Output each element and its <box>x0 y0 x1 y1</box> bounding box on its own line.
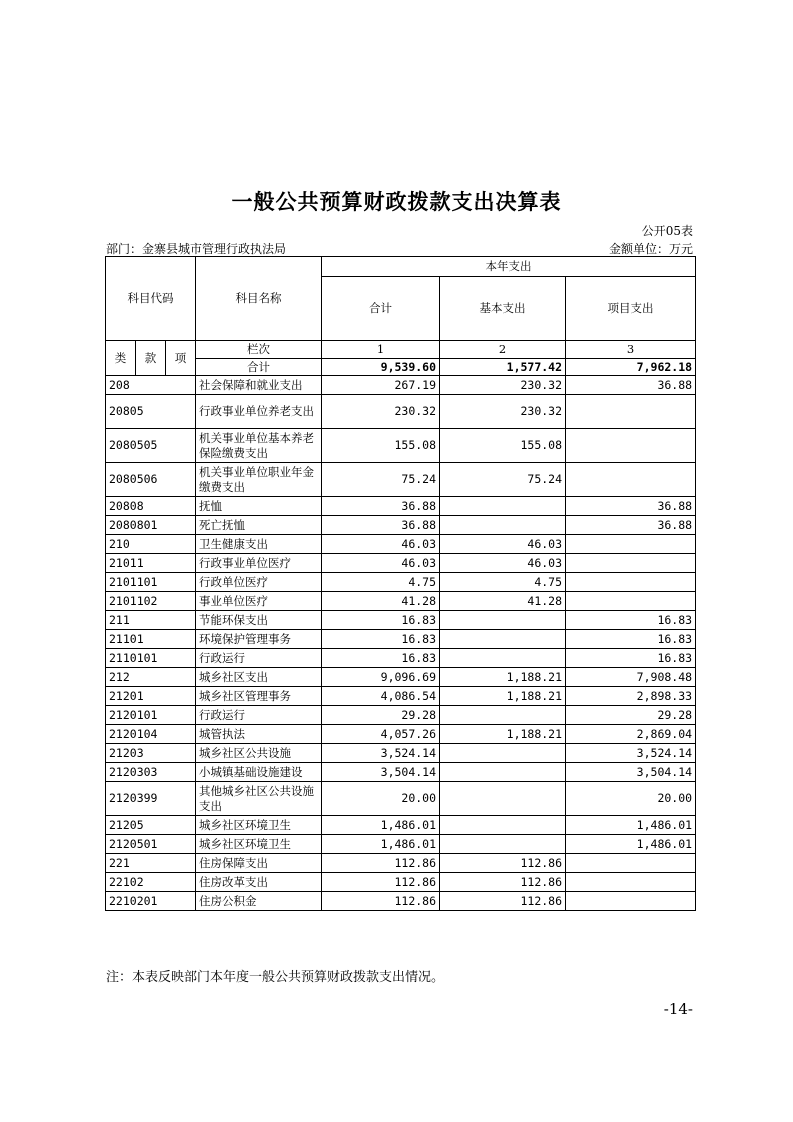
row-code: 221 <box>106 854 196 873</box>
row-code: 21011 <box>106 554 196 573</box>
row-code: 2120501 <box>106 835 196 854</box>
page-number: -14- <box>663 1000 693 1018</box>
header-basic: 基本支出 <box>440 277 566 341</box>
header-project: 项目支出 <box>566 277 696 341</box>
row-total: 4,057.26 <box>322 725 440 744</box>
row-total: 36.88 <box>322 497 440 516</box>
row-total: 9,096.69 <box>322 668 440 687</box>
table-row <box>106 630 696 649</box>
row-code: 20805 <box>106 395 196 429</box>
unit-label: 金额单位：万元 <box>608 242 693 256</box>
row-code: 211 <box>106 611 196 630</box>
row-total: 4.75 <box>322 573 440 592</box>
table-row <box>106 892 696 911</box>
department-label: 部门：金寨县城市管理行政执法局 <box>106 242 287 256</box>
row-project: 3,524.14 <box>566 744 696 763</box>
row-name: 行政单位医疗 <box>196 573 322 592</box>
row-project: 20.00 <box>566 782 696 816</box>
row-total: 112.86 <box>322 873 440 892</box>
table-row <box>106 668 696 687</box>
row-project: 16.83 <box>566 630 696 649</box>
row-project <box>566 892 696 911</box>
table-row <box>106 687 696 706</box>
row-basic: 112.86 <box>440 854 566 873</box>
row-project <box>566 535 696 554</box>
row-code: 2120399 <box>106 782 196 816</box>
table-row <box>106 463 696 497</box>
row-project: 29.28 <box>566 706 696 725</box>
row-project: 3,504.14 <box>566 763 696 782</box>
row-name: 城乡社区支出 <box>196 668 322 687</box>
header-name: 科目名称 <box>196 257 322 341</box>
row-basic: 41.28 <box>440 592 566 611</box>
row-basic: 112.86 <box>440 873 566 892</box>
row-total: 1,486.01 <box>322 816 440 835</box>
row-total: 267.19 <box>322 376 440 395</box>
row-code: 2080801 <box>106 516 196 535</box>
row-name: 行政运行 <box>196 706 322 725</box>
row-project: 36.88 <box>566 376 696 395</box>
table-row <box>106 706 696 725</box>
table-row <box>106 782 696 816</box>
table-row <box>106 395 696 429</box>
row-total: 16.83 <box>322 611 440 630</box>
row-total: 20.00 <box>322 782 440 816</box>
row-basic: 46.03 <box>440 535 566 554</box>
row-total: 112.86 <box>322 892 440 911</box>
row-project: 16.83 <box>566 649 696 668</box>
header-xiang: 项 <box>166 341 196 376</box>
row-name: 城管执法 <box>196 725 322 744</box>
header-row <box>106 257 696 277</box>
row-name: 小城镇基础设施建设 <box>196 763 322 782</box>
header-current-year: 本年支出 <box>322 257 696 277</box>
table-row <box>106 554 696 573</box>
row-basic <box>440 782 566 816</box>
row-name: 节能环保支出 <box>196 611 322 630</box>
table-row <box>106 744 696 763</box>
row-total: 16.83 <box>322 630 440 649</box>
row-total: 112.86 <box>322 854 440 873</box>
row-basic <box>440 630 566 649</box>
row-name: 社会保障和就业支出 <box>196 376 322 395</box>
row-basic <box>440 516 566 535</box>
row-total: 3,504.14 <box>322 763 440 782</box>
row-total: 41.28 <box>322 592 440 611</box>
row-project: 36.88 <box>566 497 696 516</box>
row-total: 3,524.14 <box>322 744 440 763</box>
row-total: 36.88 <box>322 516 440 535</box>
expenditure-table <box>105 256 696 911</box>
row-name: 环境保护管理事务 <box>196 630 322 649</box>
row-basic: 155.08 <box>440 429 566 463</box>
row-basic: 230.32 <box>440 376 566 395</box>
sum-total: 9,539.60 <box>322 359 440 376</box>
row-basic <box>440 706 566 725</box>
table-row <box>106 516 696 535</box>
row-code: 2101102 <box>106 592 196 611</box>
row-code: 21101 <box>106 630 196 649</box>
row-code: 21201 <box>106 687 196 706</box>
table-row <box>106 429 696 463</box>
row-basic <box>440 816 566 835</box>
row-name: 死亡抚恤 <box>196 516 322 535</box>
row-name: 住房公积金 <box>196 892 322 911</box>
row-total: 46.03 <box>322 554 440 573</box>
header-total: 合计 <box>322 277 440 341</box>
row-name: 住房保障支出 <box>196 854 322 873</box>
table-row <box>106 497 696 516</box>
row-code: 208 <box>106 376 196 395</box>
page-title: 一般公共预算财政拨款支出决算表 <box>231 190 562 214</box>
row-name: 行政事业单位医疗 <box>196 554 322 573</box>
row-basic <box>440 744 566 763</box>
column-label: 栏次 <box>196 341 322 359</box>
row-basic: 1,188.21 <box>440 687 566 706</box>
sum-project: 7,962.18 <box>566 359 696 376</box>
row-name: 机关事业单位职业年金缴费支出 <box>196 463 322 497</box>
row-name: 住房改革支出 <box>196 873 322 892</box>
table-row <box>106 573 696 592</box>
row-total: 16.83 <box>322 649 440 668</box>
table-row <box>106 592 696 611</box>
row-project: 1,486.01 <box>566 835 696 854</box>
row-name: 行政事业单位养老支出 <box>196 395 322 429</box>
row-project: 2,898.33 <box>566 687 696 706</box>
table-row <box>106 376 696 395</box>
row-project: 16.83 <box>566 611 696 630</box>
row-total: 29.28 <box>322 706 440 725</box>
row-basic <box>440 649 566 668</box>
row-code: 2120101 <box>106 706 196 725</box>
row-project <box>566 395 696 429</box>
row-name: 事业单位医疗 <box>196 592 322 611</box>
row-project <box>566 463 696 497</box>
row-total: 230.32 <box>322 395 440 429</box>
sum-label: 合计 <box>196 359 322 376</box>
row-project <box>566 873 696 892</box>
row-total: 46.03 <box>322 535 440 554</box>
row-basic: 112.86 <box>440 892 566 911</box>
row-basic: 230.32 <box>440 395 566 429</box>
row-total: 155.08 <box>322 429 440 463</box>
row-total: 75.24 <box>322 463 440 497</box>
row-code: 2101101 <box>106 573 196 592</box>
row-project: 7,908.48 <box>566 668 696 687</box>
row-name: 行政运行 <box>196 649 322 668</box>
row-basic: 75.24 <box>440 463 566 497</box>
table-row <box>106 835 696 854</box>
table-row <box>106 816 696 835</box>
form-number: 公开05表 <box>641 224 693 238</box>
row-code: 2210201 <box>106 892 196 911</box>
footnote: 注：本表反映部门本年度一般公共预算财政拨款支出情况。 <box>106 970 445 985</box>
row-name: 机关事业单位基本养老保险缴费支出 <box>196 429 322 463</box>
column-1: 1 <box>322 341 440 359</box>
column-2: 2 <box>440 341 566 359</box>
row-code: 2080505 <box>106 429 196 463</box>
row-project <box>566 854 696 873</box>
row-project: 1,486.01 <box>566 816 696 835</box>
row-basic <box>440 835 566 854</box>
row-name: 城乡社区环境卫生 <box>196 835 322 854</box>
sum-basic: 1,577.42 <box>440 359 566 376</box>
row-project <box>566 592 696 611</box>
row-project <box>566 573 696 592</box>
row-project: 2,869.04 <box>566 725 696 744</box>
header-code: 科目代码 <box>106 257 196 341</box>
table-row <box>106 763 696 782</box>
column-index-row <box>106 341 696 359</box>
row-name: 其他城乡社区公共设施支出 <box>196 782 322 816</box>
row-name: 城乡社区管理事务 <box>196 687 322 706</box>
row-code: 22102 <box>106 873 196 892</box>
row-basic: 1,188.21 <box>440 668 566 687</box>
row-name: 城乡社区环境卫生 <box>196 816 322 835</box>
row-project <box>566 429 696 463</box>
row-code: 21205 <box>106 816 196 835</box>
table-row <box>106 725 696 744</box>
row-name: 城乡社区公共设施 <box>196 744 322 763</box>
table-row <box>106 854 696 873</box>
row-name: 卫生健康支出 <box>196 535 322 554</box>
row-code: 2120104 <box>106 725 196 744</box>
row-code: 210 <box>106 535 196 554</box>
header-kuan: 款 <box>136 341 166 376</box>
row-project <box>566 554 696 573</box>
row-basic: 46.03 <box>440 554 566 573</box>
row-project: 36.88 <box>566 516 696 535</box>
row-total: 4,086.54 <box>322 687 440 706</box>
row-code: 2110101 <box>106 649 196 668</box>
table-row <box>106 611 696 630</box>
header-lei: 类 <box>106 341 136 376</box>
table-row <box>106 873 696 892</box>
row-name: 抚恤 <box>196 497 322 516</box>
table-row <box>106 649 696 668</box>
row-total: 1,486.01 <box>322 835 440 854</box>
row-code: 21203 <box>106 744 196 763</box>
column-3: 3 <box>566 341 696 359</box>
row-basic: 1,188.21 <box>440 725 566 744</box>
row-code: 2120303 <box>106 763 196 782</box>
row-code: 20808 <box>106 497 196 516</box>
table-row <box>106 535 696 554</box>
row-basic <box>440 611 566 630</box>
row-code: 2080506 <box>106 463 196 497</box>
row-code: 212 <box>106 668 196 687</box>
row-basic: 4.75 <box>440 573 566 592</box>
row-basic <box>440 763 566 782</box>
row-basic <box>440 497 566 516</box>
